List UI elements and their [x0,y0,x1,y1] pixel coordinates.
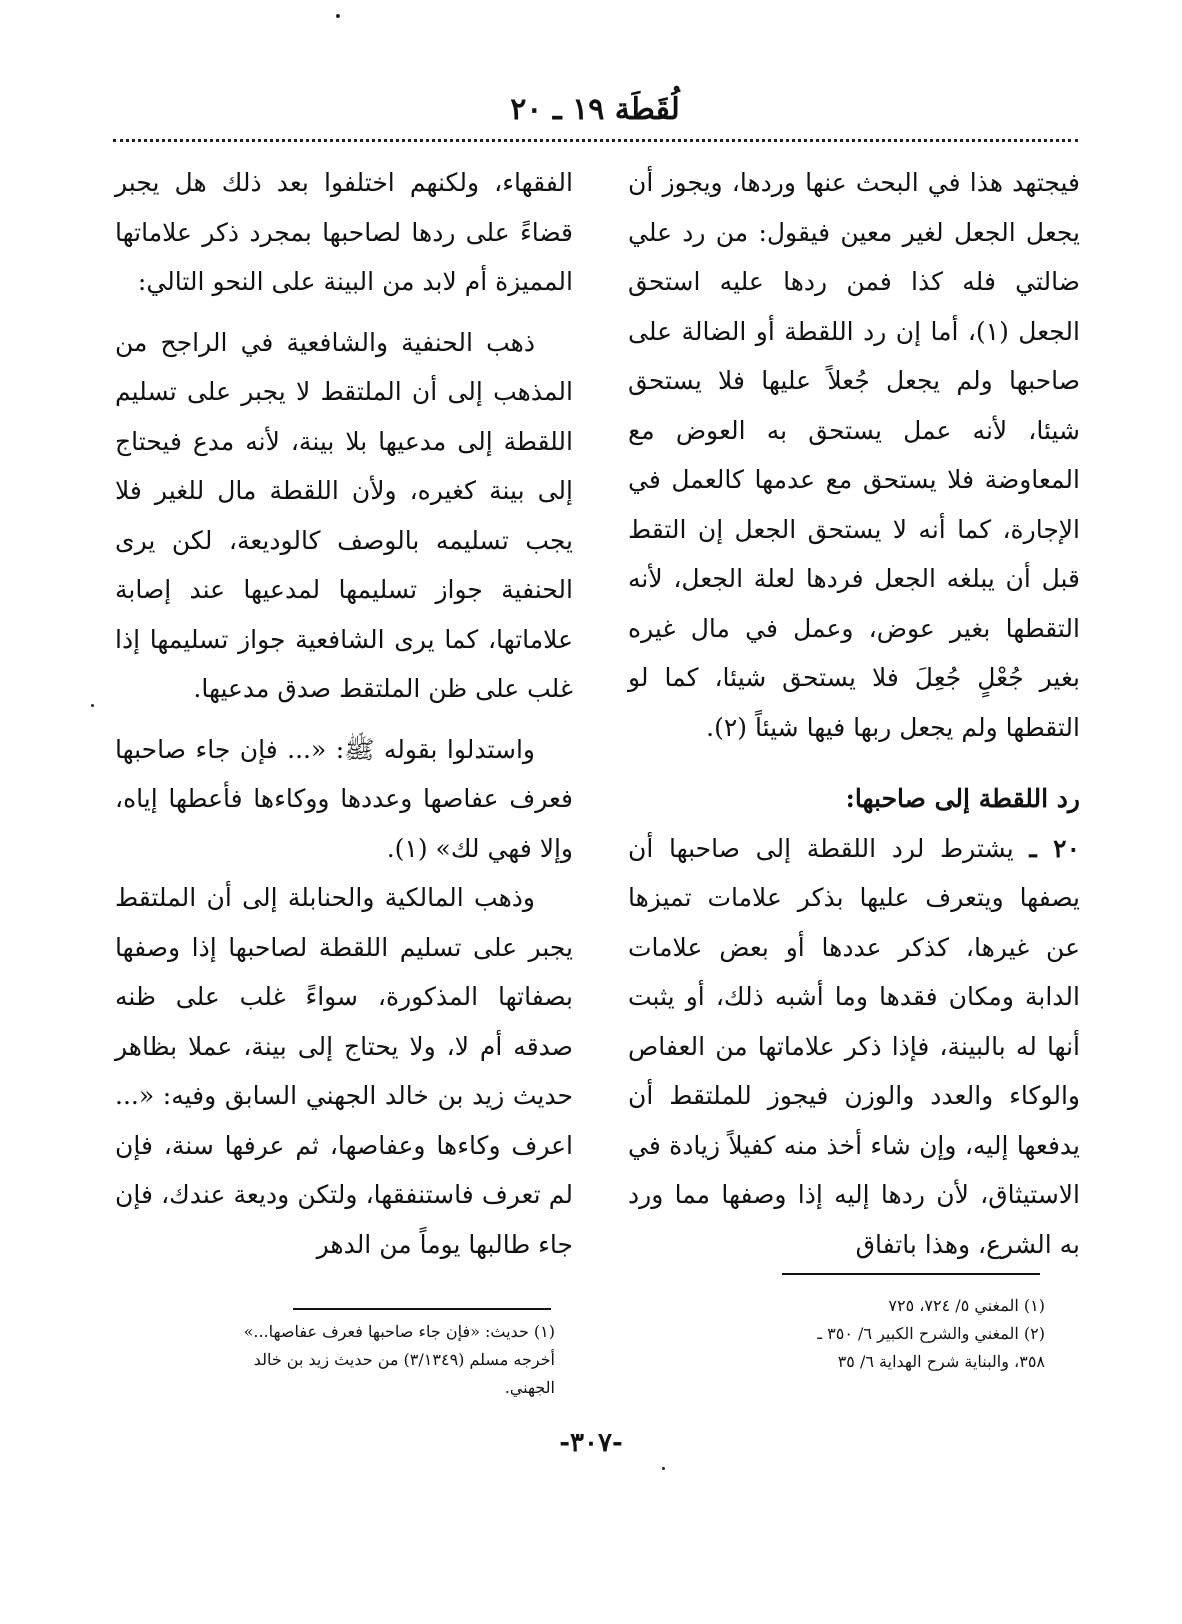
right-column [628,158,1080,1269]
left-column [115,158,573,1269]
left-paragraph-2: ذهب الحنفية والشافعية في الراجح من المذهب إلى أن الملتقط لا يجبر على تسليم اللقطة إلى مدعيها بلا بينة، لأنه مدع فيحتاج إلى بينة كغيره، ولأن اللقطة مال للغير فلا يجب تسليمه بالوصف كالوديعة، لكن يرى الحنفية جواز تسليمها لمدعيها عند إصابة علاماتها، كما يرى الشافعية جواز تسليمها إذا غلب على ظن الملتقط صدق مدعيها. [115,327,573,703]
footnote-rule-left [293,1308,551,1310]
scan-speck [336,14,340,18]
running-header: لُقَطَة ١٩ ـ ٢٠ [510,92,680,127]
footnote-left-2: أخرجه مسلم (٣/١٣٤٩) من حديث زيد بن خالد الجهني. [253,1350,555,1397]
footnotes-left [220,1318,555,1402]
footnotes-right [795,1292,1045,1376]
header-dotted-rule [113,139,1078,142]
footnote-right-2: (٢) المغني والشرح الكبير ٦/ ٣٥٠ ـ ٣٥٨، والبناية شرح الهداية ٦/ ٣٥ [817,1324,1045,1371]
footnote-left-1: (١) حديث: «فإن جاء صاحبها فعرف عفاصها...» [243,1322,555,1341]
right-paragraph-2 [628,824,1080,1270]
footnote-right-1: (١) المغني ٥/ ٧٢٤، ٧٢٥ [888,1296,1045,1315]
scan-speck [91,704,94,707]
right-paragraph-1: فيجتهد هذا في البحث عنها وردها، ويجوز أن يجعل الجعل لغير معين فيقول: من رد علي ضالتي فله كذا فمن ردها عليه استحق الجعل (١)، أما إن رد اللقطة أو الضالة على صاحبها ولم يجعل جُعلاً عليها فلا يستحق شيئا، لأنه عمل يستحق به العوض مع المعاوضة فلا يستحق مع عدمها كالعمل في الإجارة، كما أنه لا يستحق الجعل إن التقط قبل أن يبلغه الجعل فردها لعلة الجعل، لأنه التقطها بغير عوض، وعمل في مال غيره بغير جُعْلٍ جُعِلَ فلا يستحق شيئا، كما لو التقطها ولم يجعل ربها فيها شيئاً (٢). [628,168,1080,742]
left-paragraph-4: وذهب المالكية والحنابلة إلى أن الملتقط يجبر على تسليم اللقطة لصاحبها إذا وصفها بصفاتها المذكورة، سواءً غلب على ظنه صدقه أم لا، ولا يحتاج إلى بينة، عملا بظاهر حديث زيد بن خالد الجهني السابق وفيه: «... اعرف وكاءها وعفاصها، ثم عرفها سنة، فإن لم تعرف فاستنفقها، ولتكن وديعة عندك، فإن جاء طالبها يوماً من الدهر [115,883,573,1259]
scan-speck [662,1467,665,1470]
page-number: -٣٠٧- [559,1428,623,1458]
paragraph-number: ٢٠ ـ [1029,833,1080,863]
section-heading: رد اللقطة إلى صاحبها: [845,784,1080,813]
left-paragraph-1: الفقهاء، ولكنهم اختلفوا بعد ذلك هل يجبر قضاءً على ردها لصاحبها بمجرد ذكر علاماتها المميزة أم لابد من البينة على النحو التالي: [115,168,573,296]
right-paragraph-2-text: يشترط لرد اللقطة إلى صاحبها أن يصفها ويتعرف عليها بذكر علامات تميزها عن غيرها، كذكر عددها أو بعض علامات الدابة ومكان فقدها وما أشبه ذلك، أو يثبت أنها له بالبينة، فإذا ذكر علاماتها من العفاص والوكاء والعدد والوزن فيجوز للملتقط أن يدفعها إليه، وإن شاء أخذ منه كفيلاً زيادة في الاستيثاق، لأن ردها إليه إذا وصفها مما ورد به الشرع، وهذا باتفاق [628,833,1080,1259]
left-paragraph-3: واستدلوا بقوله ﷺ: «... فإن جاء صاحبها فعرف عفاصها وعددها ووكاءها فأعطها إياه، وإلا فهي لك» (١). [115,734,573,863]
footnote-rule-right [782,1273,1040,1275]
